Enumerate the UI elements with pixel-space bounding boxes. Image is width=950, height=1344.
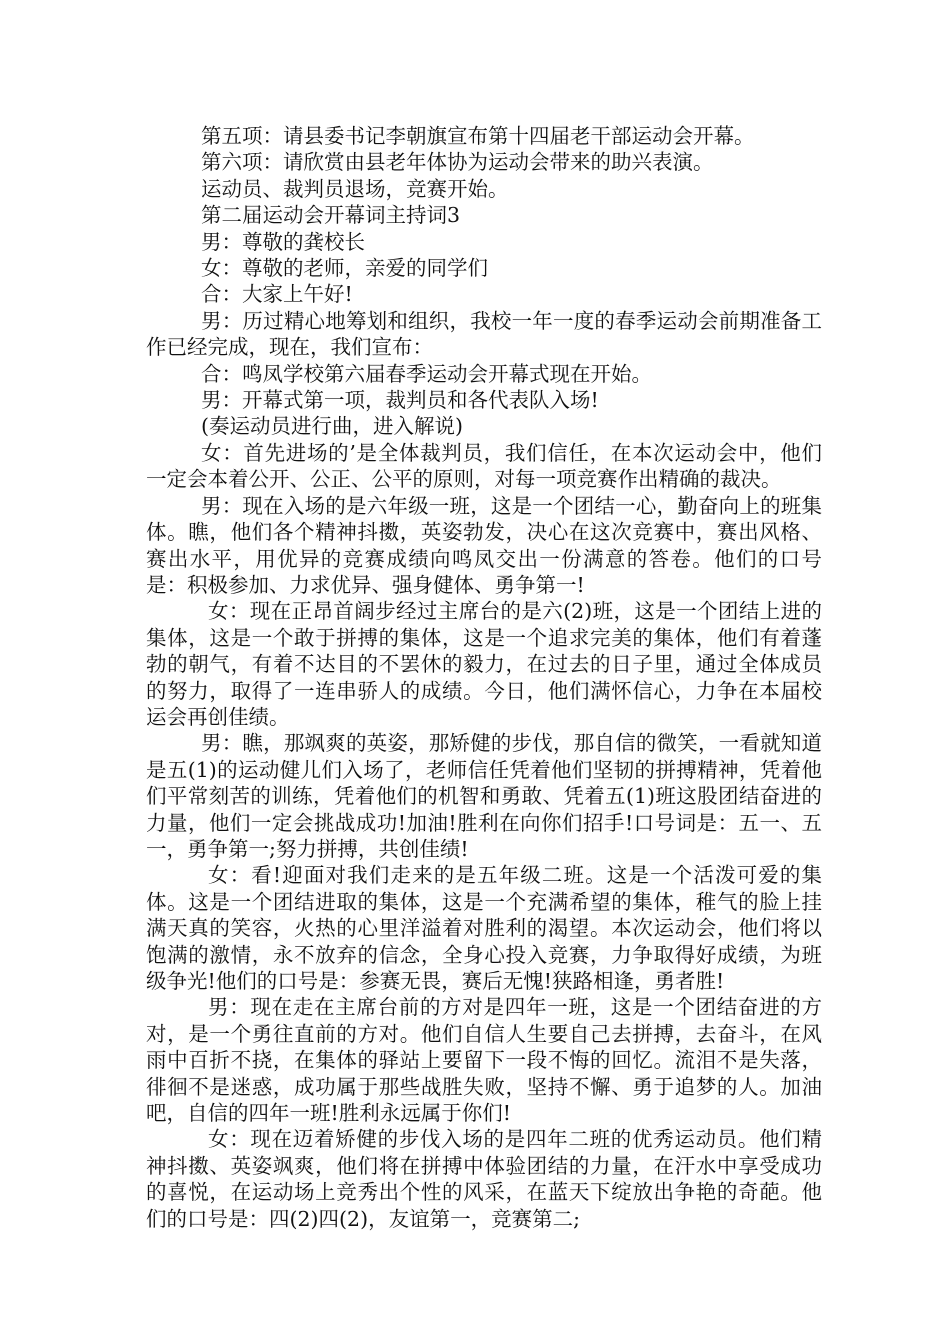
paragraph-class-5-1: 男：瞧，那飒爽的英姿，那矫健的步伐，那自信的微笑，一看就知道是五(1)的运动健儿们入场了，老师信任凭着他们坚韧的拼搏精神，凭着他们平常刻苦的训练，凭着他们的机智和勇敢、凭着五(1)班这股团结奋进的力量，他们一定会挑战成功!加油!胜利在向你们招手!口号词是：五一、五一，勇争第一;努力拼搏，共创佳绩! <box>146 731 822 861</box>
paragraph-athletes-exit: 运动员、裁判员退场，竞赛开始。 <box>201 176 509 201</box>
paragraph-class-5-2: 女：看!迎面对我们走来的是五年级二班。这是一个活泼可爱的集体。这是一个团结进取的集体，这是一个充满希望的集体，稚气的脸上挂满天真的笑容，火热的心里洋溢着对胜利的渴望。本次运动会，他们将以饱满的激情，永不放弃的信念，全身心投入竞赛，力争取得好成绩，为班级争光!他们的口号是：参赛无畏，赛后无愧!狭路相逢，勇者胜! <box>146 863 822 993</box>
paragraph-item-5: 第五项：请县委书记李朝旗宣布第十四届老干部运动会开幕。 <box>201 124 755 148</box>
paragraph-female-greeting: 女：尊敬的老师，亲爱的同学们 <box>201 256 488 281</box>
paragraph-male-greeting: 男：尊敬的龚校长 <box>201 229 365 254</box>
paragraph-joint-greeting: 合：大家上午好! <box>201 282 353 307</box>
paragraph-item-6: 第六项：请欣赏由县老年体协为运动会带来的助兴表演。 <box>201 150 714 175</box>
section-heading: 第二届运动会开幕词主持词3 <box>201 203 461 228</box>
paragraph-first-item: 男：开幕式第一项，裁判员和各代表队入场! <box>201 388 599 413</box>
paragraph-class-6-1: 男：现在入场的是六年级一班，这是一个团结一心，勤奋向上的班集体。瞧，他们各个精神抖擞，英姿勃发，决心在这次竞赛中，赛出风格、赛出水平，用优异的竞赛成绩向鸣凤交出一份满意的答卷。他们的口号是：积极参加、力求优异、强身健体、勇争第一! <box>146 493 822 597</box>
paragraph-preparation: 男：历过精心地筹划和组织，我校一年一度的春季运动会前期准备工作已经完成，现在，我们宣布： <box>146 308 822 360</box>
paragraph-class-6-2: 女：现在正昂首阔步经过主席台的是六(2)班，这是一个团结上进的集体，这是一个敢于拼搏的集体，这是一个追求完美的集体，他们有着蓬勃的朝气，有着不达目的不罢休的毅力，在过去的日子里，通过全体成员的努力，取得了一连串骄人的成绩。今日，他们满怀信心，力争在本届校运会再创佳绩。 <box>146 599 822 729</box>
paragraph-class-4-2: 女：现在迈着矫健的步伐入场的是四年二班的优秀运动员。他们精神抖擞、英姿飒爽，他们将在拼搏中体验团结的力量，在汗水中享受成功的喜悦，在运动场上竞秀出个性的风采，在蓝天下绽放出争艳的奇葩。他们的口号是：四(2)四(2)，友谊第一，竞赛第二; <box>146 1127 822 1231</box>
paragraph-class-4-1: 男：现在走在主席台前的方对是四年一班，这是一个团结奋进的方对，是一个勇往直前的方对。他们自信人生要自己去拼搏，去奋斗，在风雨中百折不挠，在集体的驿站上要留下一段不悔的回忆。流泪不是失落，徘徊不是迷惑，成功属于那些战胜失败，坚持不懈、勇于追梦的人。加油吧，自信的四年一班!胜利永远属于你们! <box>146 995 822 1126</box>
paragraph-referees: 女：首先进场的’是全体裁判员，我们信任，在本次运动会中，他们一定会本着公开、公正、公平的原则，对每一项竞赛作出精确的裁决。 <box>146 440 822 492</box>
paragraph-opening-declaration: 合：鸣凤学校第六届春季运动会开幕式现在开始。 <box>201 361 652 386</box>
paragraph-stage-direction: (奏运动员进行曲，进入解说) <box>201 414 463 439</box>
document-body <box>146 123 822 1232</box>
